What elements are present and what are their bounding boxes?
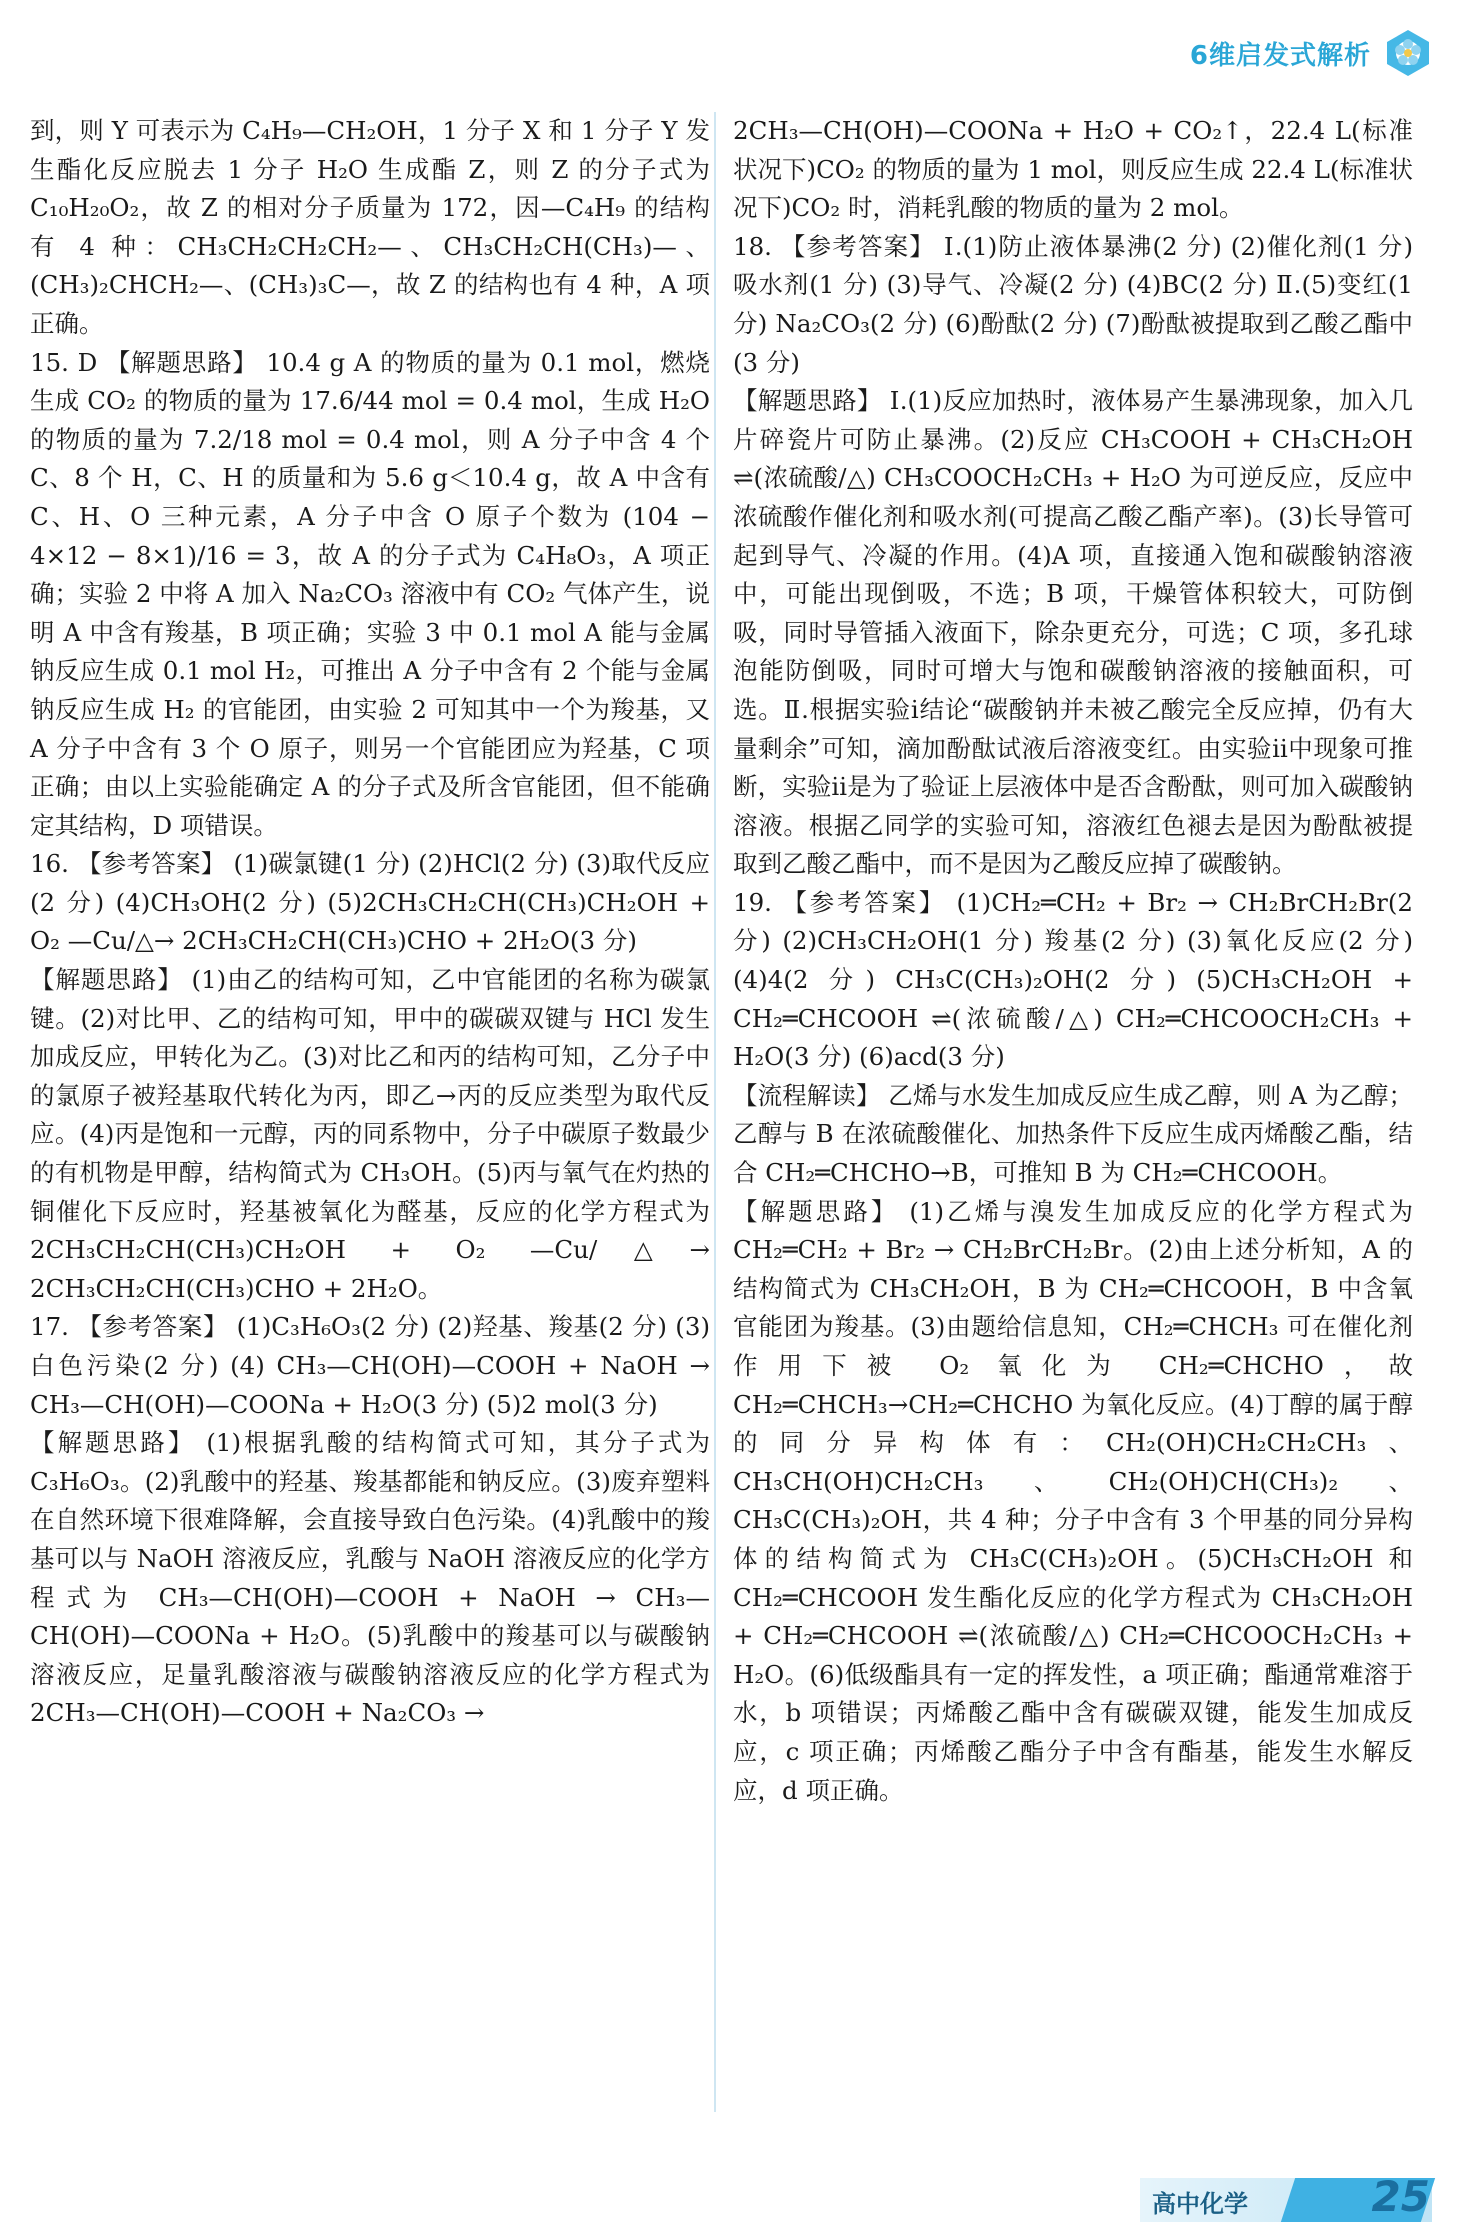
brand-title: 6维启发式解析 [1189,40,1371,71]
left-paragraph-4: 【解题思路】 (1)由乙的结构可知，乙中官能团的名称为碳氯键。(2)对比甲、乙的结构可知，甲中的碳碳双键与 HCl 发生加成反应，甲转化为乙。(3)对比乙和丙的结构可知，乙分子中的氯原子被羟基取代转化为丙，即乙→丙的反应类型为取代反应。(4)丙是饱和一元醇，丙的同系物中，分子中碳原子数最少的有机物是甲醇，结构简式为 CH₃OH。(5)丙与氧气在灼热的铜催化下反应时，羟基被氧化为醛基，反应的化学方程式为 2CH₃CH₂CH(CH₃)CH₂OH + O₂ —Cu/△→ 2CH₃CH₂CH(CH₃)CHO + 2H₂O。 [30,965,710,1303]
flower-hexagon-icon [1383,28,1433,78]
right-paragraph-5: 【流程解读】 乙烯与水发生加成反应生成乙醇，则 A 为乙醇；乙醇与 B 在浓硫酸催化、加热条件下反应生成丙烯酸乙酯，结合 CH₂═CHCHO→B，可推知 B 为 CH₂═CHCOOH。 [733,1080,1413,1188]
right-paragraph-2: 18. 【参考答案】 Ⅰ.(1)防止液体暴沸(2 分) (2)催化剂(1 分) 吸水剂(1 分) (3)导气、冷凝(2 分) (4)BC(2 分) Ⅱ.(5)变红(1 分) Na₂CO₃(2 分) (6)酚酞(2 分) (7)酚酞被提取到乙酸乙酯中(3 分) [733,231,1413,377]
right-paragraph-6: 【解题思路】 (1)乙烯与溴发生加成反应的化学方程式为 CH₂═CH₂ + Br₂ → CH₂BrCH₂Br。(2)由上述分析知，A 的结构简式为 CH₃CH₂OH，B 为 CH₂═CHCOOH，B 中含氧官能团为羧基。(3)由题给信息知，CH₂═CHCH₃ 可在催化剂作用下被 O₂ 氧化为 CH₂═CHCHO，故 CH₂═CHCH₃→CH₂═CHCHO 为氧化反应。(4)丁醇的属于醇的同分异构体有：CH₂(OH)CH₂CH₂CH₃、CH₃CH(OH)CH₂CH₃、CH₂(OH)CH(CH₃)₂、CH₃C(CH₃)₂OH，共 4 种；分子中含有 3 个甲基的同分异构体的结构简式为 CH₃C(CH₃)₂OH。(5)CH₃CH₂OH 和 CH₂═CHCOOH 发生酯化反应的化学方程式为 CH₃CH₂OH + CH₂═CHCOOH ⇌(浓硫酸/△) CH₂═CHCOOCH₂CH₃ + H₂O。(6)低级酯具有一定的挥发性，a 项正确；酯通常难溶于水，b 项错误；丙烯酸乙酯中含有碳碳双键，能发生加成反应，c 项正确；丙烯酸乙酯分子中含有酯基，能发生水解反应，d 项正确。 [733,1196,1413,1805]
right-paragraph-3: 【解题思路】 Ⅰ.(1)反应加热时，液体易产生暴沸现象，加入几片碎瓷片可防止暴沸。(2)反应 CH₃COOH + CH₃CH₂OH ⇌(浓硫酸/△) CH₃COOCH₂CH₃ + H₂O 为可逆反应，反应中浓硫酸作催化剂和吸水剂(可提高乙酸乙酯产率)。(3)长导管可起到导气、冷凝的作用。(4)A 项，直接通入饱和碳酸钠溶液中，可能出现倒吸，不选；B 项，干燥管体积较大，可防倒吸，同时导管插入液面下，除杂更充分，可选；C 项，多孔球泡能防倒吸，同时可增大与饱和碳酸钠溶液的接触面积，可选。Ⅱ.根据实验ⅰ结论“碳酸钠并未被乙酸完全反应掉，仍有大量剩余”可知，滴加酚酞试液后溶液变红。由实验ⅱ中现象可推断，实验ⅱ是为了验证上层液体中是否含酚酞，则可加入碳酸钠溶液。根据乙同学的实验可知，溶液红色褪去是因为酚酞被提取到乙酸乙酯中，而不是因为乙酸反应掉了碳酸钠。 [733,386,1413,879]
header-brand [1190,28,1433,78]
left-paragraph-5: 17. 【参考答案】 (1)C₃H₆O₃(2 分) (2)羟基、羧基(2 分) (3)白色污染(2 分) (4) CH₃—CH(OH)—COOH + NaOH → CH₃—CH(OH)—COONa + H₂O(3 分) (5)2 mol(3 分) [30,1312,710,1419]
left-paragraph-6: 【解题思路】 (1)根据乳酸的结构简式可知，其分子式为 C₃H₆O₃。(2)乳酸中的羟基、羧基都能和钠反应。(3)废弃塑料在自然环境下很难降解，会直接导致白色污染。(4)乳酸中的羧基可以与 NaOH 溶液反应，乳酸与 NaOH 溶液反应的化学方程式为 CH₃—CH(OH)—COOH + NaOH → CH₃—CH(OH)—COONa + H₂O。(5)乳酸中的羧基可以与碳酸钠溶液反应，足量乳酸溶液与碳酸钠溶液反应的化学方程式为 2CH₃—CH(OH)—COOH + Na₂CO₃ → [30,1428,710,1728]
left-column [30,112,710,1733]
right-paragraph-4: 19. 【参考答案】 (1)CH₂═CH₂ + Br₂ → CH₂BrCH₂Br(2 分) (2)CH₃CH₂OH(1 分) 羧基(2 分) (3)氧化反应(2 分) (4)4(2 分) CH₃C(CH₃)₂OH(2 分) (5)CH₃CH₂OH + CH₂═CHCOOH ⇌(浓硫酸/△) CH₂═CHCOOCH₂CH₃ + H₂O(3 分) (6)acd(3 分) [733,887,1413,1072]
left-paragraph-2: 15. D 【解题思路】 10.4 g A 的物质的量为 0.1 mol，燃烧生成 CO₂ 的物质的量为 17.6/44 mol = 0.4 mol，生成 H₂O 的物质的量为 7.2/18 mol = 0.4 mol，则 A 分子中含 4 个 C、8 个 H，C、H 的质量和为 5.6 g＜10.4 g，故 A 中含有 C、H、O 三种元素，A 分子中含 O 原子个数为 (104 − 4×12 − 8×1)/16 = 3，故 A 的分子式为 C₄H₈O₃，A 项正确；实验 2 中将 A 加入 Na₂CO₃ 溶液中有 CO₂ 气体产生，说明 A 中含有羧基，B 项正确；实验 3 中 0.1 mol A 能与金属钠反应生成 0.1 mol H₂，可推出 A 分子中含有 2 个能与金属钠反应生成 H₂ 的官能团，由实验 2 可知其中一个为羧基，又 A 分子中含有 3 个 O 原子，则另一个官能团应为羟基，C 项正确；由以上实验能确定 A 的分子式及所含官能团，但不能确定其结构，D 项错误。 [30,347,710,840]
left-paragraph-1: 到，则 Y 可表示为 C₄H₉—CH₂OH，1 分子 X 和 1 分子 Y 发生酯化反应脱去 1 分子 H₂O 生成酯 Z，则 Z 的分子式为 C₁₀H₂₀O₂，故 Z 的相对分子质量为 172，因—C₄H₉ 的结构有 4 种：CH₃CH₂CH₂CH₂—、CH₃CH₂CH(CH₃)—、(CH₃)₂CHCH₂—、(CH₃)₃C—，故 Z 的结构也有 4 种，A 项正确。 [30,116,710,338]
page-number: 25 [1371,2172,1430,2221]
column-divider [714,112,716,2112]
page-footer [1140,2172,1440,2222]
left-paragraph-3: 16. 【参考答案】 (1)碳氯键(1 分) (2)HCl(2 分) (3)取代反应(2 分) (4)CH₃OH(2 分) (5)2CH₃CH₂CH(CH₃)CH₂OH + O₂ —Cu/△→ 2CH₃CH₂CH(CH₃)CHO + 2H₂O(3 分) [30,849,710,956]
right-column [733,112,1413,1810]
right-paragraph-1: 2CH₃—CH(OH)—COONa + H₂O + CO₂↑，22.4 L(标准状况下)CO₂ 的物质的量为 1 mol，则反应生成 22.4 L(标准状况下)CO₂ 时，消耗乳酸的物质的量为 2 mol。 [733,116,1413,223]
footer-subject: 高中化学 [1152,2190,1248,2218]
